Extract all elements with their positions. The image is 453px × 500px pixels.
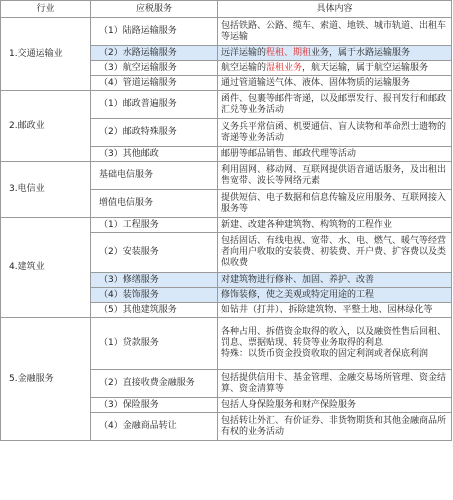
service-cell: （3）修缮服务 xyxy=(91,273,218,288)
industry-construction: 4.建筑业 xyxy=(1,218,91,318)
content-cell: 利用固网、移动网、互联网提供语音通话服务，及出租出售宽带、波长等网络元素 xyxy=(218,162,452,190)
service-cell: 增值电信服务 xyxy=(91,190,218,218)
service-cell: （2）直接收费金融服务 xyxy=(91,370,218,398)
content-cell: 新建、改建各种建筑物、构筑物的工程作业 xyxy=(218,218,452,233)
content-cell: 函件、包裹等邮件寄递，以及邮票发行、报刊发行和邮政汇兑等业务活动 xyxy=(218,91,452,119)
table-row xyxy=(1,162,452,190)
emphasis-text: 湿租业务 xyxy=(266,62,303,73)
service-cell: （1）陆路运输服务 xyxy=(91,18,218,46)
service-cell: 基础电信服务 xyxy=(91,162,218,190)
service-cell: （4）金融商品转让 xyxy=(91,413,218,441)
header-content: 具体内容 xyxy=(218,1,452,18)
service-cell: （1）工程服务 xyxy=(91,218,218,233)
content-cell: 包括转让外汇、有价证券、非货物期货和其他金融商品所有权的业务活动 xyxy=(218,413,452,441)
header-row xyxy=(1,1,452,18)
industry-transport: 1.交通运输业 xyxy=(1,18,91,91)
content-cell: 包括铁路、公路、缆车、索道、地铁、城市轨道、出租车等运输 xyxy=(218,18,452,46)
table-row xyxy=(1,318,452,370)
service-cell: （3）保险服务 xyxy=(91,398,218,413)
content-text: ，航天运输，属于航空运输服务 xyxy=(302,62,429,73)
content-text: 业务，属于水路运输服务 xyxy=(311,47,411,58)
content-cell: 邮册等邮品销售、邮政代理等活动 xyxy=(218,147,452,162)
service-cell: （1）贷款服务 xyxy=(91,318,218,370)
content-text: 各种占用、拆借资金取得的收入，以及融资性售后回租、罚息、票据贴现、转贷等业务取得的利息 xyxy=(221,327,447,348)
service-cell: （2）安装服务 xyxy=(91,233,218,273)
content-cell xyxy=(218,318,452,370)
service-cell: （2）水路运输服务 xyxy=(91,46,218,61)
content-cell: 对建筑物进行修补、加固、养护、改善 xyxy=(218,273,452,288)
service-cell: （5）其他建筑服务 xyxy=(91,303,218,318)
content-text: 远洋运输的 xyxy=(221,47,267,58)
header-industry: 行业 xyxy=(1,1,91,18)
content-text: 航空运输的 xyxy=(221,62,267,73)
service-cell: （3）其他邮政 xyxy=(91,147,218,162)
content-cell: 包括人身保险服务和财产保险服务 xyxy=(218,398,452,413)
industry-telecom: 3.电信业 xyxy=(1,162,91,218)
content-cell: 提供短信、电子数据和信息传输及应用服务、互联网接入服务等 xyxy=(218,190,452,218)
industry-postal: 2.邮政业 xyxy=(1,91,91,162)
emphasis-text: 程租、期租 xyxy=(266,47,312,58)
industry-finance: 5.金融服务 xyxy=(1,318,91,441)
table-row xyxy=(1,18,452,46)
service-cell: （1）邮政普遍服务 xyxy=(91,91,218,119)
content-cell xyxy=(218,46,452,61)
header-service: 应税服务 xyxy=(91,1,218,18)
service-cell: （4）装饰服务 xyxy=(91,288,218,303)
content-cell: 包括固话、有线电视、宽带、水、电、燃气、暖气等经营者向用户收取的安装费、初装费、开户费、扩容费以及类似收费 xyxy=(218,233,452,273)
content-cell: 如钻井（打井）、拆除建筑物、平整土地、园林绿化等 xyxy=(218,303,452,318)
table-row xyxy=(1,218,452,233)
content-cell: 包括提供信用卡、基金管理、金融交易场所管理、资金结算、资金清算等 xyxy=(218,370,452,398)
content-cell: 通过管道输送气体、液体、固体物质的运输服务 xyxy=(218,76,452,91)
content-cell xyxy=(218,61,452,76)
table-row xyxy=(1,91,452,119)
content-cell: 修饰装修，使之美观或特定用途的工程 xyxy=(218,288,452,303)
content-note: 特殊：以货币资金投资收取的固定利润或者保底利润 xyxy=(221,349,429,359)
content-cell: 义务兵平常信函、机要通信、盲人读物和革命烈士遗物的寄递等业务活动 xyxy=(218,119,452,147)
service-cell: （2）邮政特殊服务 xyxy=(91,119,218,147)
service-cell: （3）航空运输服务 xyxy=(91,61,218,76)
service-cell: （4）管道运输服务 xyxy=(91,76,218,91)
